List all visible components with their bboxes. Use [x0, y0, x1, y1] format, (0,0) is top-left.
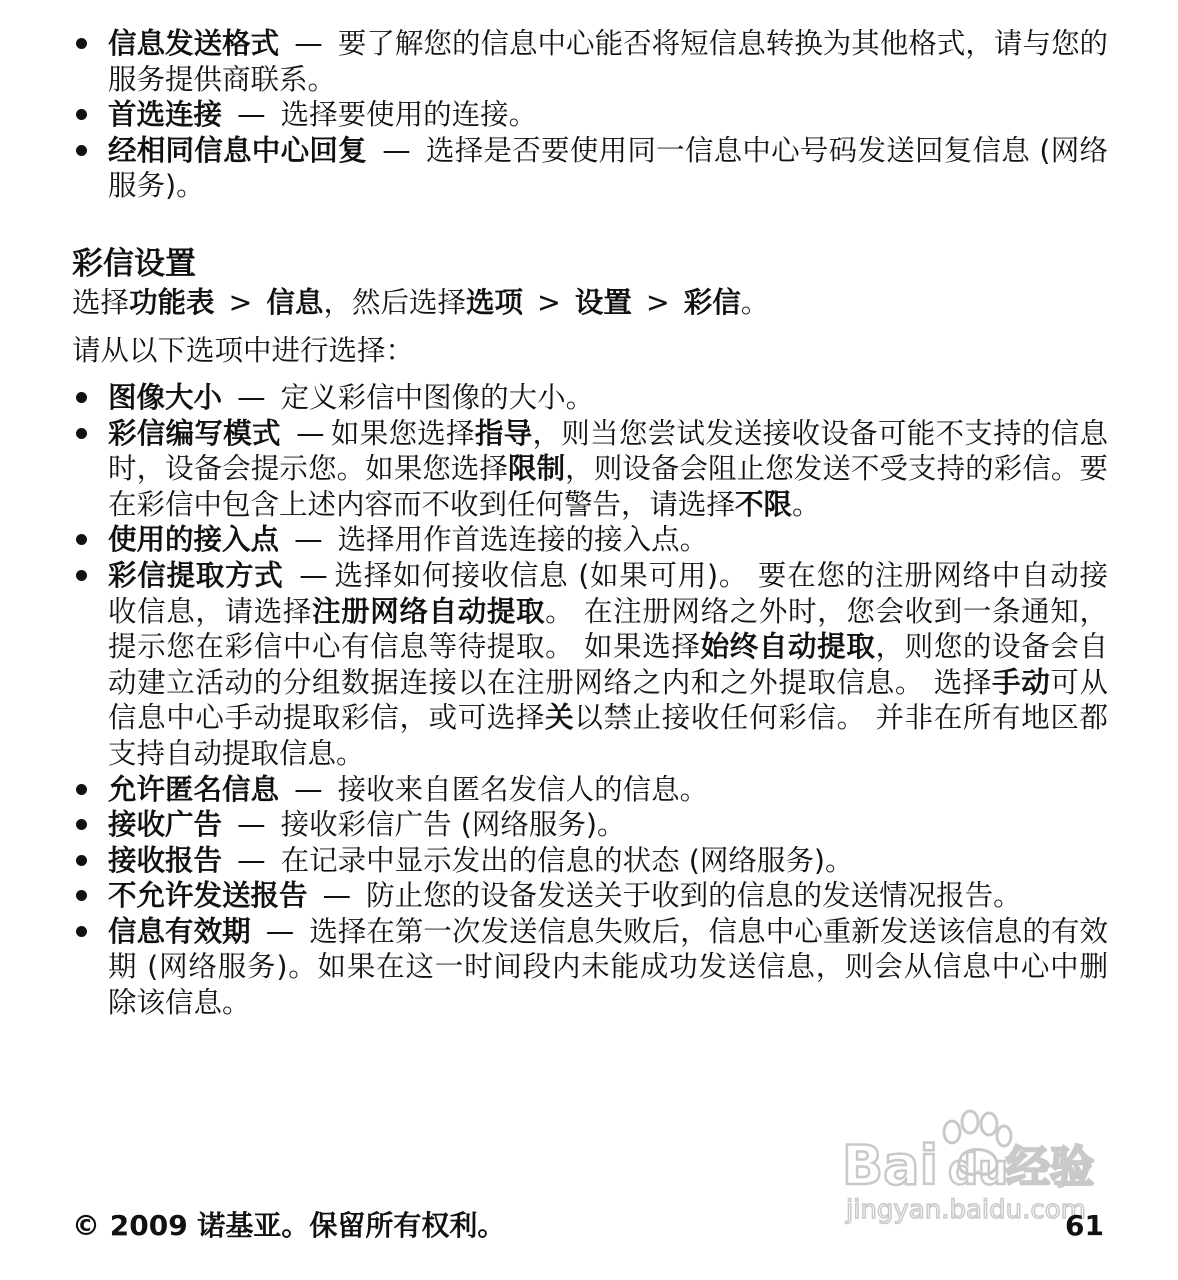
nav-separator: > — [228, 285, 253, 319]
option-restricted: 限制 — [508, 452, 566, 486]
nav-step-mms: 彩信 — [683, 285, 741, 319]
settings-list-mms — [72, 380, 1108, 1021]
item-description: 选择如何接收信息 (如果可用)。 要在您的注册网络中自动接收信息，请选择 — [108, 558, 1109, 628]
bullet-icon — [76, 926, 87, 937]
item-term: 不允许发送报告 — [108, 879, 308, 913]
list-item — [72, 843, 1108, 879]
list-item — [72, 26, 1108, 97]
watermark-brand-latin: Bai — [842, 1134, 939, 1197]
list-item — [72, 97, 1108, 133]
item-description: 在记录中显示发出的信息的状态 (网络服务)。 — [280, 843, 854, 877]
item-dash: — — [294, 27, 323, 60]
watermark-url: jingyan.baidu.com — [846, 1195, 1086, 1225]
list-item — [72, 380, 1108, 416]
section-title: 彩信设置 — [72, 245, 196, 282]
option-free: 不限 — [735, 487, 793, 521]
item-description: 接收彩信广告 (网络服务)。 — [280, 808, 626, 842]
item-dash: — — [299, 558, 328, 592]
item-dash: — — [265, 914, 295, 948]
item-description: 要了解您的信息中心能否将短信息转换为其他格式，请与您的服务提供商联系。 — [108, 27, 1108, 96]
bullet-icon — [76, 109, 87, 120]
item-description: 选择是否要使用同一信息中心号码发送回复信息 (网络服务)。 — [108, 133, 1108, 203]
navigation-path — [72, 284, 1108, 322]
option-manual: 手动 — [992, 665, 1051, 699]
item-term: 使用的接入点 — [108, 523, 280, 557]
list-item — [72, 133, 1108, 204]
item-term: 图像大小 — [108, 380, 223, 414]
bullet-icon — [76, 428, 87, 439]
watermark-brand-du: du — [948, 1145, 1008, 1194]
nav-separator: > — [536, 285, 561, 319]
nav-separator: > — [645, 285, 670, 319]
option-always-auto: 始终自动提取 — [700, 630, 876, 664]
item-dash: — — [382, 133, 411, 167]
option-guided: 指导 — [474, 416, 533, 450]
item-description: ，则您的设备会自动建立活动的分组数据连接以在注册网络之内和之外提取信息。 选择 — [108, 630, 1108, 699]
footer-copyright: © 2009 诺基亚。保留所有权利。 — [72, 1209, 506, 1242]
bullet-icon — [76, 819, 87, 830]
nav-step-settings: 设置 — [574, 285, 632, 319]
bullet-icon — [76, 145, 87, 156]
item-term: 彩信编写模式 — [108, 416, 281, 450]
nav-step-messaging: 信息 — [266, 285, 324, 319]
item-dash: — — [296, 416, 325, 450]
bullet-icon — [76, 784, 87, 795]
item-description: 如果您选择 — [330, 416, 475, 450]
bullet-icon — [76, 890, 87, 901]
item-description: 可从信息中心手动提取彩信，或可选择 — [108, 665, 1108, 735]
bullet-icon — [76, 534, 87, 545]
item-term: 信息发送格式 — [108, 27, 280, 60]
list-item — [72, 914, 1108, 1021]
item-term: 经相同信息中心回复 — [108, 133, 367, 167]
item-term: 信息有效期 — [108, 914, 251, 948]
option-auto-home: 注册网络自动提取 — [312, 594, 546, 628]
item-description: ，则设备会阻止您发送不受支持的彩信。要在彩信中包含上述内容而不收到任何警告，请选择 — [108, 452, 1108, 521]
item-description: 选择用作首选连接的接入点。 — [337, 523, 709, 557]
bullet-icon — [76, 855, 87, 866]
item-dash: — — [237, 98, 266, 132]
item-dash: — — [294, 772, 323, 806]
bullet-icon — [76, 392, 87, 403]
item-description: 以禁止接收任何彩信。 并非在所有地区都支持自动提取信息。 — [108, 701, 1108, 770]
list-item — [72, 522, 1108, 558]
item-dash: — — [294, 523, 323, 557]
item-description: 。 — [792, 487, 821, 521]
item-description: 选择在第一次发送信息失败后，信息中心重新发送该信息的有效期 (网络服务)。如果在这一时间段内未能成功发送信息，则会从信息中心中删除该信息。 — [108, 914, 1108, 1020]
item-description: ，则当您尝试发送接收设备可能不支持的信息时，设备会提示您。如果您选择 — [108, 416, 1108, 486]
item-term: 彩信提取方式 — [108, 558, 284, 592]
list-item — [72, 807, 1108, 843]
nav-middle: ，然后选择 — [323, 285, 466, 319]
nav-suffix: 。 — [740, 285, 770, 319]
item-dash: — — [237, 380, 266, 414]
item-term: 允许匿名信息 — [108, 772, 280, 806]
nav-prefix: 选择 — [72, 285, 130, 319]
bullet-icon — [76, 570, 87, 581]
item-description: 接收来自匿名发信人的信息。 — [337, 772, 709, 806]
item-dash: — — [237, 808, 266, 842]
page-content — [72, 26, 1108, 1021]
list-item — [72, 878, 1108, 914]
item-dash: — — [322, 879, 352, 913]
item-dash: — — [237, 843, 266, 877]
item-term: 首选连接 — [108, 98, 223, 132]
item-term: 接收报告 — [108, 843, 223, 877]
nav-step-options: 选项 — [465, 285, 523, 319]
item-description: 定义彩信中图像的大小。 — [280, 380, 595, 414]
item-term: 接收广告 — [108, 808, 223, 842]
settings-list-top — [72, 26, 1108, 204]
intro-text: 请从以下选项中进行选择： — [72, 333, 415, 367]
watermark-brand-cn: 经验 — [1006, 1142, 1094, 1193]
option-off: 关 — [545, 701, 575, 735]
page-number: 61 — [1065, 1209, 1104, 1242]
item-description: 选择要使用的连接。 — [280, 98, 538, 132]
list-item — [72, 416, 1108, 523]
item-description: 。 在注册网络之外时，您会收到一条通知，提示您在彩信中心有信息等待提取。 如果选择 — [108, 594, 1108, 664]
list-item — [72, 772, 1108, 808]
nav-step-menu: 功能表 — [129, 285, 215, 319]
list-item — [72, 558, 1108, 772]
item-description: 防止您的设备发送关于收到的信息的发送情况报告。 — [366, 879, 1022, 913]
bullet-icon — [76, 38, 87, 49]
